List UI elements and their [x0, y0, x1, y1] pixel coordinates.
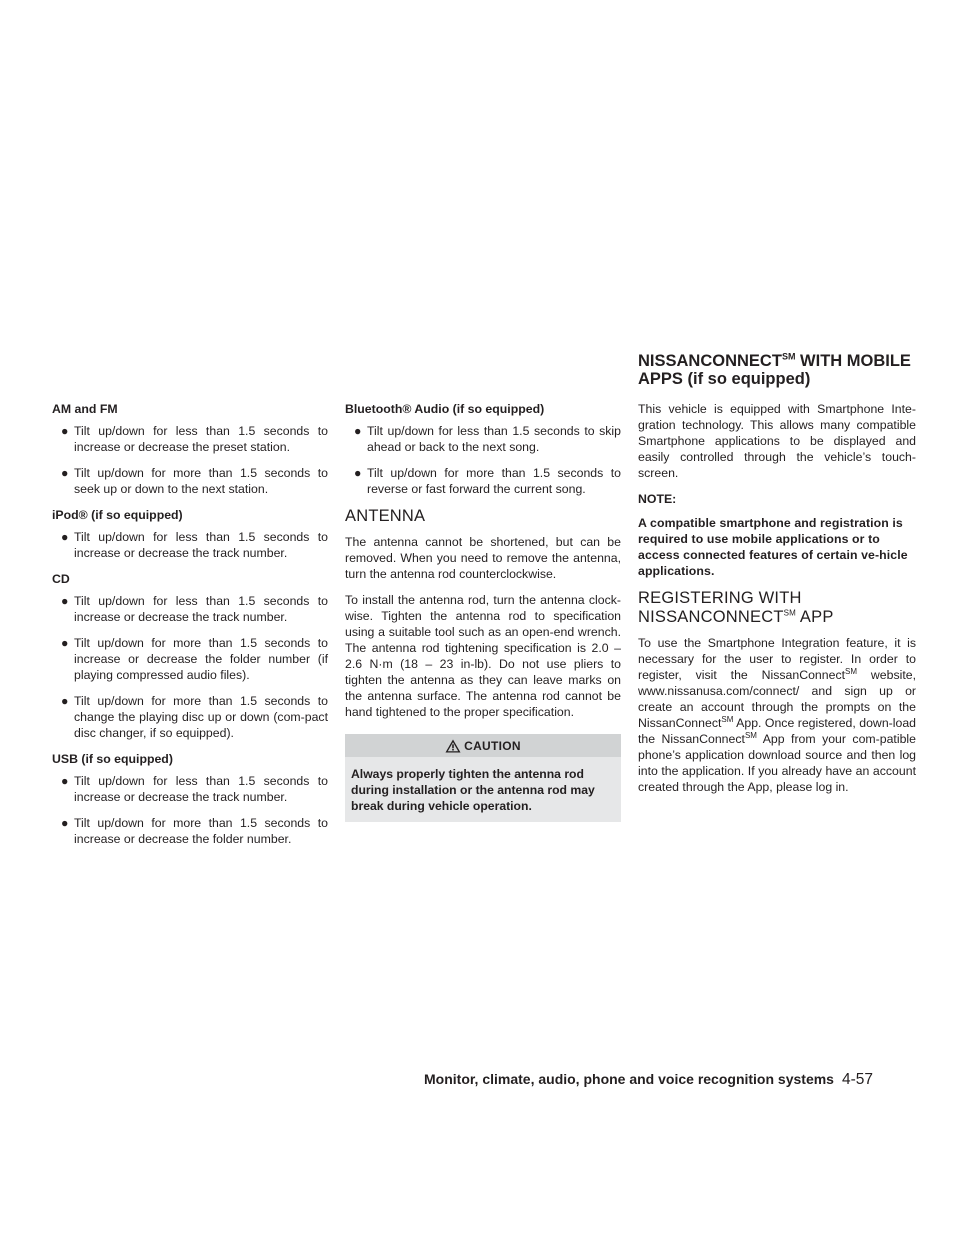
bullet-list-am-fm	[52, 423, 328, 497]
list-item: ● Tilt up/down for more than 1.5 seconds to seek up or down to the next station.	[61, 466, 328, 496]
list-item: ● Tilt up/down for more than 1.5 seconds to increase or decrease the folder number (if playing compressed audio files).	[61, 636, 328, 682]
subheading-bluetooth: Bluetooth® Audio (if so equipped)	[345, 402, 545, 416]
note-text: A compatible smartphone and registration is required to use mobile applications or to access connected features of certain ve-hicle applications.	[638, 516, 908, 578]
bullet-list-cd	[52, 593, 328, 741]
caution-label: CAUTION	[464, 738, 521, 753]
column-right	[638, 401, 916, 805]
list-item: ● Tilt up/down for more than 1.5 seconds to change the playing disc up or down (com-pact disc changer, if so equipped).	[61, 694, 328, 740]
antenna-paragraph-1: The antenna cannot be shortened, but can be removed. When you need to remove the antenna, turn the antenna rod counterclockwise.	[345, 535, 621, 581]
subheading-ipod: iPod® (if so equipped)	[52, 508, 183, 522]
list-item: ● Tilt up/down for less than 1.5 seconds to increase or decrease the preset station.	[61, 424, 328, 454]
page-number: 4-57	[841, 1071, 873, 1088]
list-item: ● Tilt up/down for more than 1.5 seconds to increase or decrease the folder number.	[61, 816, 328, 846]
list-item: ● Tilt up/down for more than 1.5 seconds to reverse or fast forward the current song.	[354, 466, 621, 496]
caution-header	[345, 734, 621, 757]
subheading-am-fm: AM and FM	[52, 402, 118, 416]
intro-paragraph: This vehicle is equipped with Smartphone Inte-gration technology. This allows many compatible Smartphone applications to be displayed and easily controlled through the vehicle’s touch-screen.	[638, 402, 916, 480]
note-label: NOTE:	[638, 492, 677, 506]
page-footer	[424, 1071, 934, 1089]
list-item: ● Tilt up/down for less than 1.5 seconds to skip ahead or back to the next song.	[354, 424, 621, 454]
subheading-cd: CD	[52, 572, 70, 586]
caution-box	[345, 734, 621, 822]
bullet-list-ipod	[52, 529, 328, 561]
antenna-heading: ANTENNA	[345, 507, 426, 525]
section-title: NISSANCONNECT℠ WITH MOBILE APPS (if so equipped)	[638, 351, 911, 388]
antenna-paragraph-2: To install the antenna rod, turn the antenna clock-wise. Tighten the antenna rod to specification using a suitable tool such as an open-end wrench. The antenna rod tightening specification is 2.0 – 2.6 N·m (18 – 23 in-lb). Do not use pliers to tighten the antenna as they can leave marks on the antenna surface. The antenna rod cannot be hand tightened to the proper specification.	[345, 593, 621, 719]
warning-icon	[445, 739, 461, 753]
bullet-list-usb	[52, 773, 328, 847]
list-item: ● Tilt up/down for less than 1.5 seconds to increase or decrease the track number.	[61, 774, 328, 804]
bullet-list-bluetooth	[345, 423, 621, 497]
list-item: ● Tilt up/down for less than 1.5 seconds to increase or decrease the track number.	[61, 530, 328, 560]
subheading-usb: USB (if so equipped)	[52, 752, 173, 766]
column-left	[52, 401, 328, 857]
column-middle	[345, 401, 621, 822]
list-item: ● Tilt up/down for less than 1.5 seconds to increase or decrease the track number.	[61, 594, 328, 624]
caution-text: Always properly tighten the antenna rod during installation or the antenna rod may break during vehicle operation.	[351, 767, 595, 813]
register-heading: REGISTERING WITH NISSANCONNECT℠ APP	[638, 589, 834, 626]
register-paragraph: To use the Smartphone Integration feature, it is necessary for the user to register. In order to register, visit the NissanConnect℠ website, www.nissanusa.com/connect/ and sign up or create an account through the prompts on the NissanConnect℠ App. Once registered, down-load the NissanConnect℠ App from your com-patible phone’s application download source and then log into the application. If you already have an account created through the App, please log in.	[638, 636, 916, 794]
chapter-title: Monitor, climate, audio, phone and voice recognition systems	[424, 1071, 834, 1087]
